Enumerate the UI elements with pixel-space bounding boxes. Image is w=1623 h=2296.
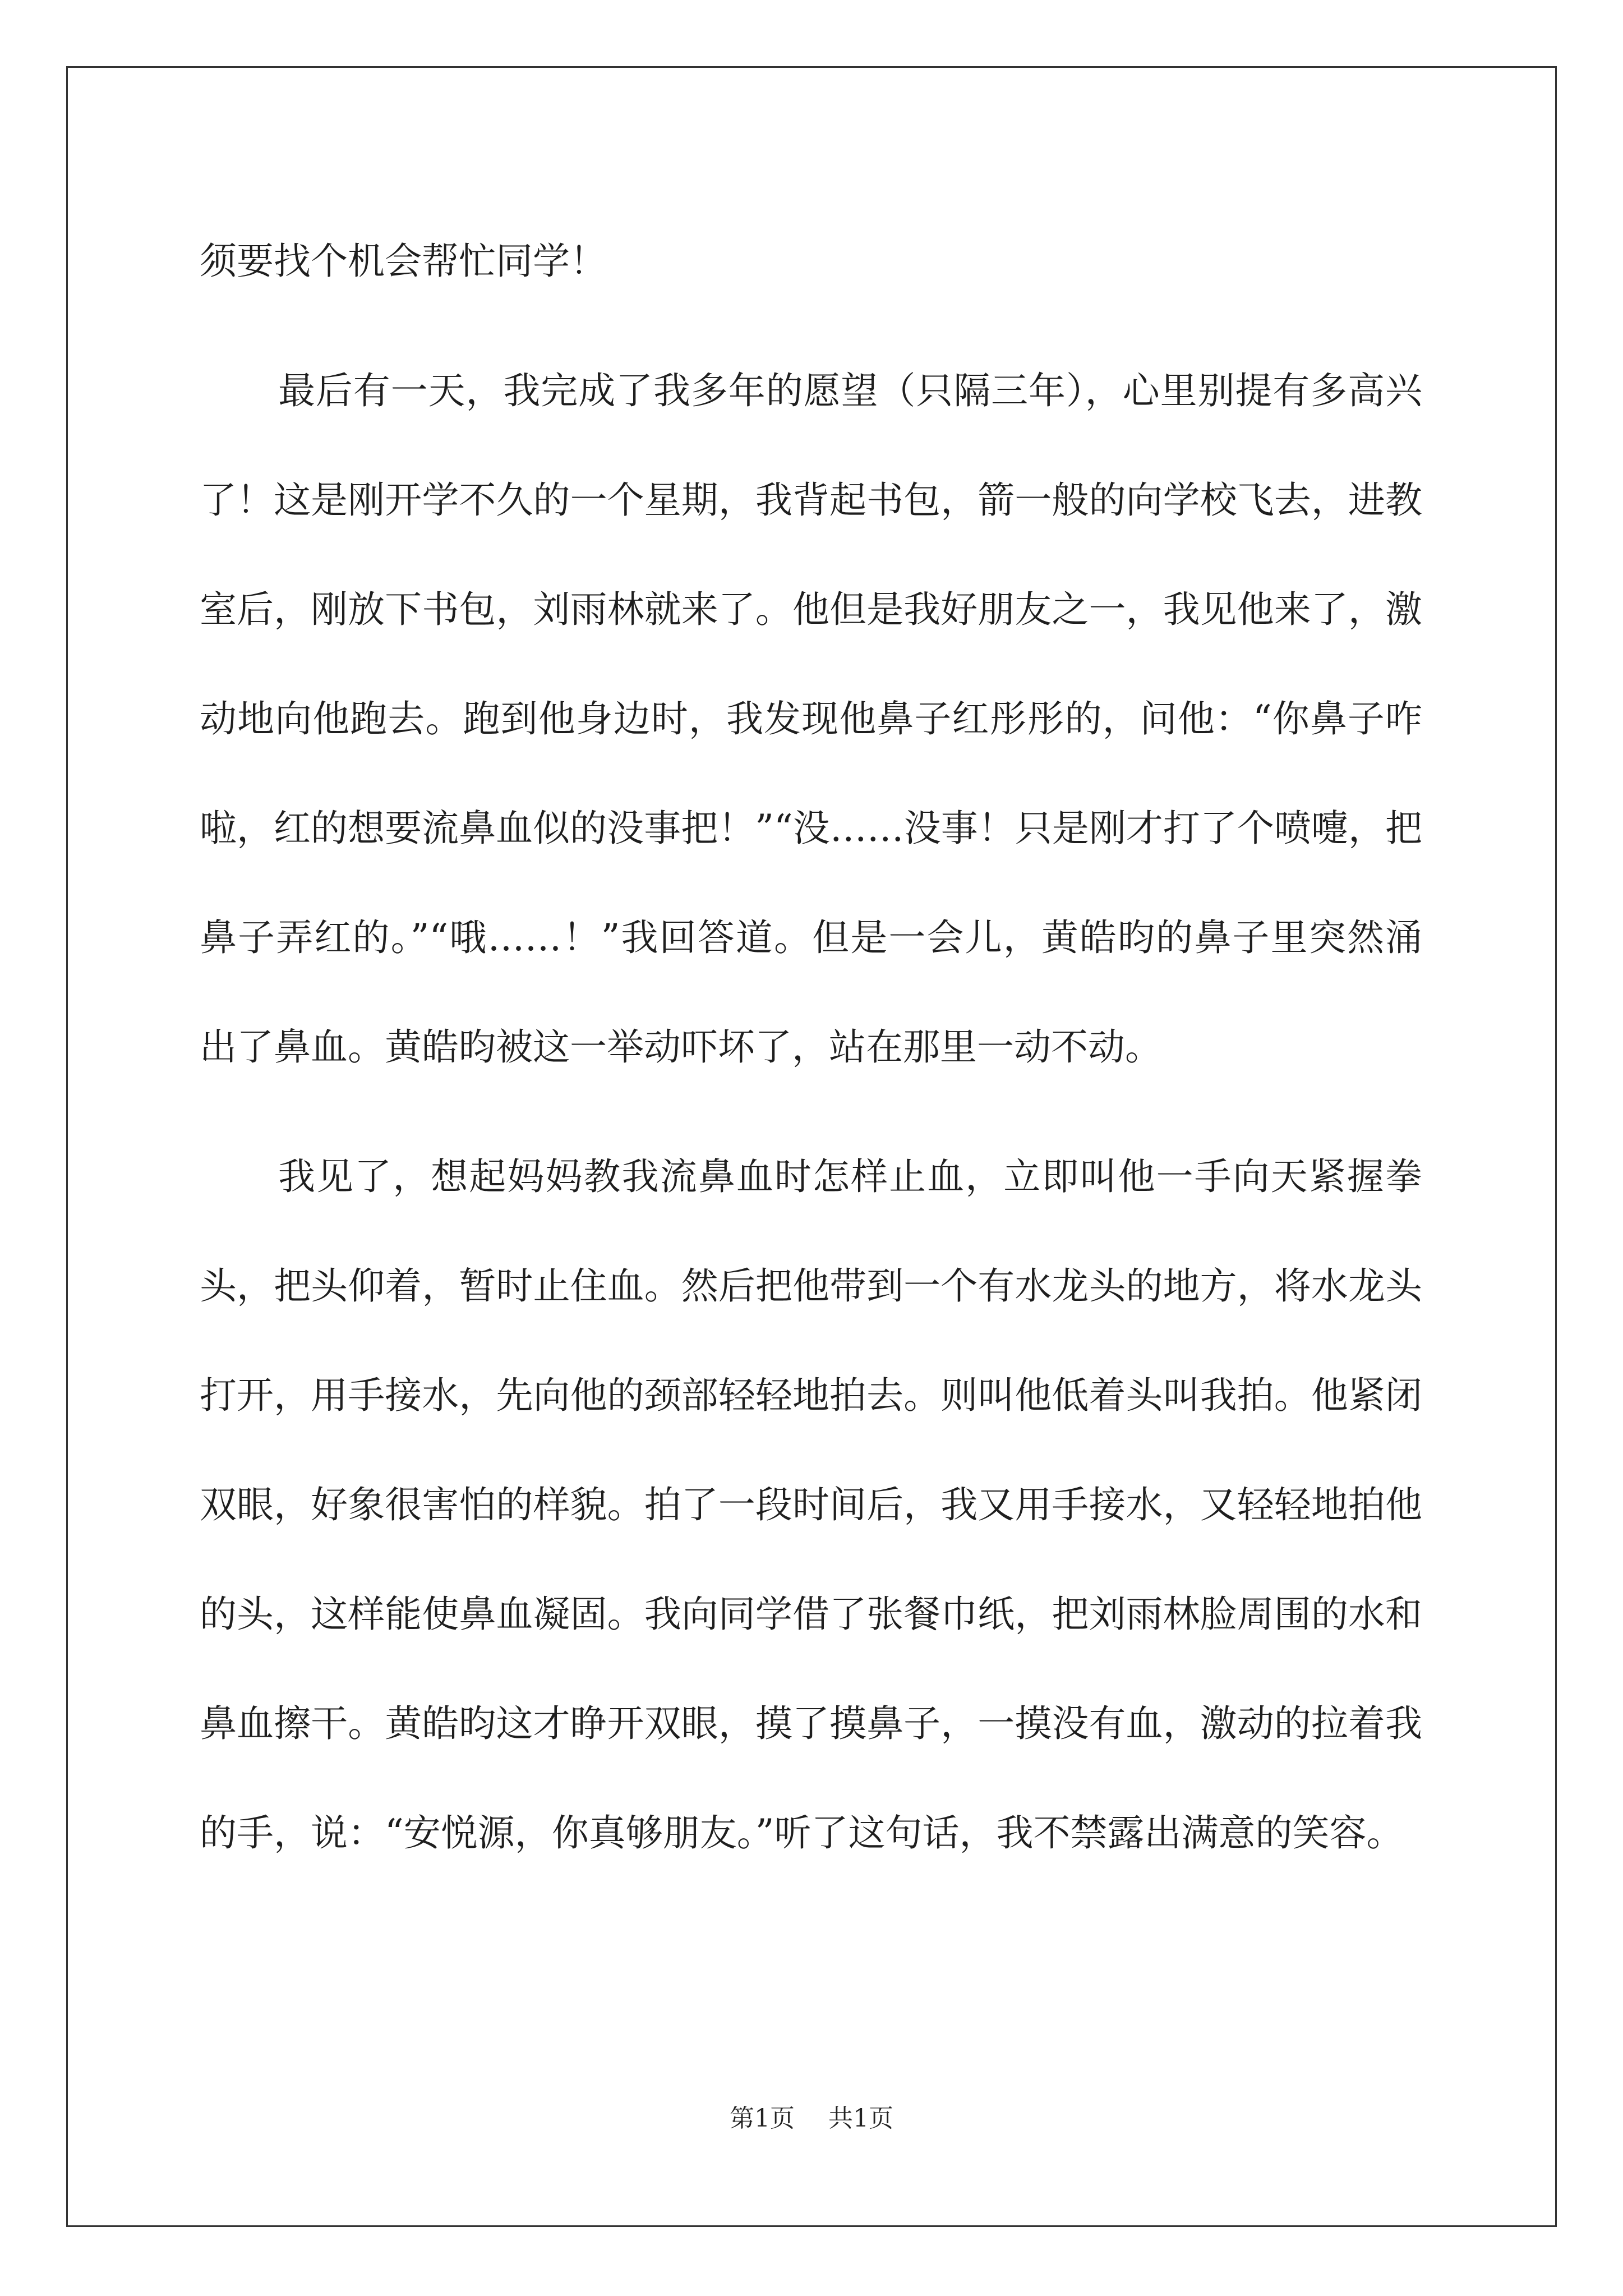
page-footer [0,2098,1623,2134]
page-total: 共1页 [828,2104,893,2133]
document-body [200,206,1422,1888]
page-number: 第1页 [730,2104,795,2133]
paragraph: 我见了，想起妈妈教我流鼻血时怎样止血，立即叫他一手向天紧握拳头，把头仰着，暂时止住血。然后把他带到一个有水龙头的地方，将水龙头打开，用手接水，先向他的颈部轻轻地拍去。则叫他低着头叫我拍。他紧闭双眼，好象很害怕的样貌。拍了一段时间后，我又用手接水，又轻轻地拍他的头，这样能使鼻血凝固。我向同学借了张餐巾纸，把刘雨林脸周围的水和鼻血擦干。黄皓昀这才睁开双眼，摸了摸鼻子，一摸没有血，激动的拉着我的手，说：“安悦源，你真够朋友。”听了这句话，我不禁露出满意的笑容。 [200,1155,1422,1855]
paragraph-continuation: 须要找个机会帮忙同学！ [200,240,607,283]
paragraph: 最后有一天，我完成了我多年的愿望（只隔三年），心里别提有多高兴了！这是刚开学不久的一个星期，我背起书包，箭一般的向学校飞去，进教室后，刚放下书包，刘雨林就来了。他但是我好朋友之一，我见他来了，激动地向他跑去。跑到他身边时，我发现他鼻子红彤彤的，问他：“你鼻子咋啦，红的想要流鼻血似的没事把！”“没……没事！只是刚才打了个喷嚏，把鼻子弄红的。”“哦……！”我回答道。但是一会儿，黄皓昀的鼻子里突然涌出了鼻血。黄皓昀被这一举动吓坏了，站在那里一动不动。 [200,369,1422,1069]
